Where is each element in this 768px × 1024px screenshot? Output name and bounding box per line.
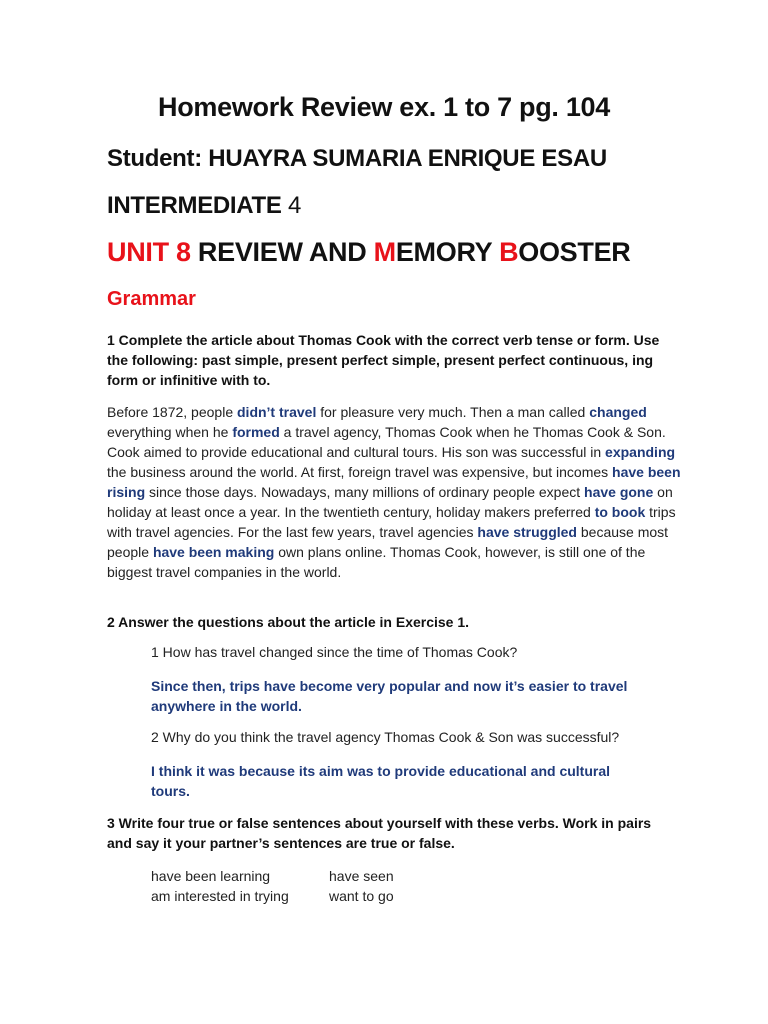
- exercise2-prompt: 2 Answer the questions about the article in Exercise 1.: [107, 614, 470, 630]
- article-text: own plans online. Thomas Cook, however, is still one of the biggest travel companies in the world.: [107, 544, 646, 580]
- level-text: INTERMEDIATE: [107, 192, 282, 219]
- article-answer: have been rising: [107, 464, 681, 500]
- section-heading: Grammar: [107, 288, 196, 310]
- verb-item: have been learning: [151, 868, 271, 884]
- article-text: because most people: [107, 524, 669, 560]
- article-answer: didn’t travel: [237, 404, 317, 420]
- article-answer: have gone: [584, 484, 654, 500]
- level-number: 4: [288, 192, 302, 219]
- unit-title-b: B: [499, 237, 519, 267]
- document-title: Homework Review ex. 1 to 7 pg. 104: [158, 92, 610, 122]
- exercise2-answer1: Since then, trips have become very popular and now it’s easier to travel anywhere in the world.: [151, 678, 628, 714]
- student-name: Student: HUAYRA SUMARIA ENRIQUE ESAU: [107, 145, 607, 172]
- exercise2-question1: 1 How has travel changed since the time of Thomas Cook?: [151, 644, 518, 660]
- exercise3-prompt: 3 Write four true or false sentences about yourself with these verbs. Work in pairs and say it your partner’s sentences are true or false.: [107, 815, 652, 851]
- article-text: the business around the world. At first, foreign travel was expensive, but incomes: [107, 464, 613, 480]
- article-answer: changed: [589, 404, 647, 420]
- exercise2-question2: 2 Why do you think the travel agency Thomas Cook & Son was successful?: [151, 729, 620, 745]
- unit-title-emory: EMORY: [395, 237, 500, 267]
- article-answer: have struggled: [477, 524, 577, 540]
- exercise2-answer2: I think it was because its aim was to provide educational and cultural tours.: [151, 763, 611, 799]
- article-text: for pleasure very much. Then a man called: [316, 404, 590, 420]
- article-answer: have been making: [152, 544, 275, 560]
- article-text: since those days. Nowadays, many millions of ordinary people expect: [145, 484, 585, 500]
- verb-table: [151, 866, 394, 906]
- unit-heading: [107, 237, 631, 268]
- verb-list: [151, 866, 394, 906]
- verb-item: have seen: [329, 868, 394, 884]
- article-answer: expanding: [605, 444, 676, 460]
- exercise1-prompt: 1 Complete the article about Thomas Cook with the correct verb tense or form. Use the following: past simple, present perfect simple, present perfect continuous, ing form or infinitive with to.: [107, 332, 660, 388]
- article-text: trips with travel agencies. For the last few years, travel agencies: [107, 504, 676, 540]
- article-text: Before 1872, people: [107, 404, 237, 420]
- level-heading: [107, 192, 301, 220]
- verb-item: am interested in trying: [151, 888, 289, 904]
- article-text: everything when he: [107, 424, 233, 440]
- verb-row: [151, 866, 394, 886]
- unit-title-m: M: [373, 237, 396, 267]
- article-text: on holiday at least once a year. In the twentieth century, holiday makers preferred: [107, 484, 673, 520]
- unit-number: UNIT 8: [107, 237, 191, 267]
- verb-row: [151, 886, 394, 906]
- unit-title-part1: REVIEW AND: [190, 237, 374, 267]
- exercise1-article: [107, 402, 682, 582]
- unit-title-ooster: OOSTER: [518, 237, 631, 267]
- verb-item: want to go: [329, 888, 394, 904]
- article-text: a travel agency, Thomas Cook when he Thomas Cook & Son. Cook aimed to provide educational and cultural tours. His son was successful in: [107, 424, 666, 460]
- article-answer: formed: [232, 424, 280, 440]
- article-answer: to book: [594, 504, 646, 520]
